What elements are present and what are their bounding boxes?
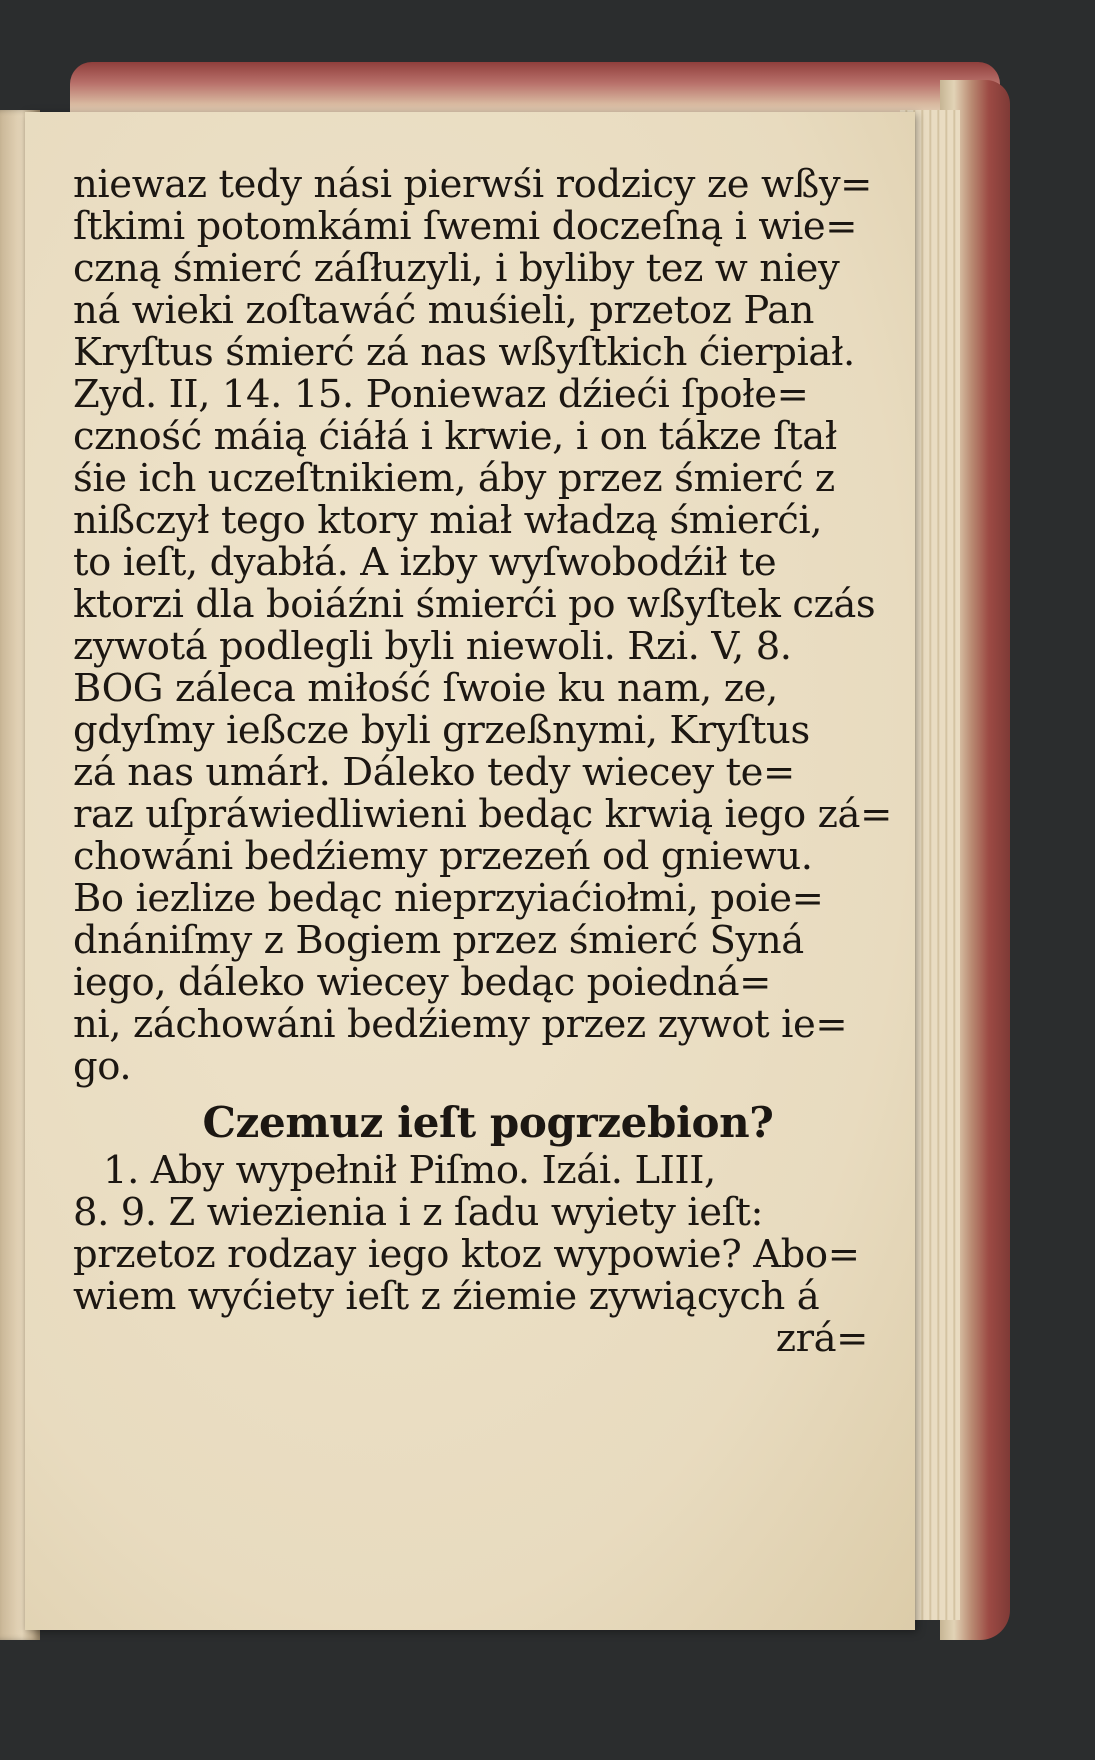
text-line: BOG záleca miłość ſwoie ku nam, ze, (73, 666, 778, 711)
text-line: Bo iezlize bedąc nieprzyiaćiołmi, poie= (73, 876, 824, 921)
text-line: to ieſt, dyabłá. A izby wyſwobodźił te (73, 540, 777, 585)
text-line: czność máią ćiáłá i krwie, i on tákze ſtał (73, 414, 837, 459)
text-line: dnániſmy z Bogiem przez śmierć Syná (73, 918, 804, 963)
text-line: przetoz rodzay iego ktoz wypowie? Abo= (73, 1232, 860, 1277)
text-line: śie ich uczeſtnikiem, áby przez śmierć z (73, 456, 835, 501)
catchword: zrá= (775, 1316, 868, 1361)
text-line: wiem wyćiety ieſt z źiemie zywiących á (73, 1274, 820, 1319)
text-line: go. (73, 1044, 132, 1089)
text-line: 8. 9. Z wiezienia i z ſadu wyiety ieſt: (73, 1190, 764, 1235)
text-line: zá nas umárł. Dáleko tedy wiecey te= (73, 750, 795, 795)
text-line: chowáni bedźiemy przezeń od gniewu. (73, 834, 813, 879)
text-line: niewaz tedy nási pierwśi rodzicy ze wßy= (73, 162, 873, 207)
text-line: gdyſmy ießcze byli grzeßnymi, Kryſtus (73, 708, 810, 753)
page-text (73, 162, 892, 1361)
text-line: nißczył tego ktory miał władzą śmierći, (73, 498, 823, 543)
text-line: zywotá podlegli byli niewoli. Rzi. V, 8. (73, 624, 792, 669)
text-line: ſtkimi potomkámi ſwemi doczeſną i wie= (73, 204, 858, 249)
text-line: Kryſtus śmierć zá nas wßyſtkich ćierpiał. (73, 330, 855, 375)
book-page (25, 112, 915, 1630)
text-line: raz uſpráwiedliwieni bedąc krwią iego zá= (73, 792, 892, 837)
text-line: ktorzi dla boiáźni śmierći po wßyſtek czás (73, 582, 876, 627)
text-line: Zyd. II, 14. 15. Poniewaz dźieći ſpołe= (73, 372, 809, 417)
text-line: iego, dáleko wiecey bedąc poiedná= (73, 960, 772, 1005)
text-line: 1. Aby wypełnił Piſmo. Izái. LIII, (103, 1148, 716, 1193)
text-line: czną śmierć záſłuzyli, i byliby tez w niey (73, 246, 840, 291)
section-heading: Czemuz ieſt pogrzebion? (202, 1098, 774, 1147)
text-line: ni, záchowáni bedźiemy przez zywot ie= (73, 1002, 848, 1047)
text-line: ná wieki zoſtawáć muśieli, przetoz Pan (73, 288, 815, 333)
